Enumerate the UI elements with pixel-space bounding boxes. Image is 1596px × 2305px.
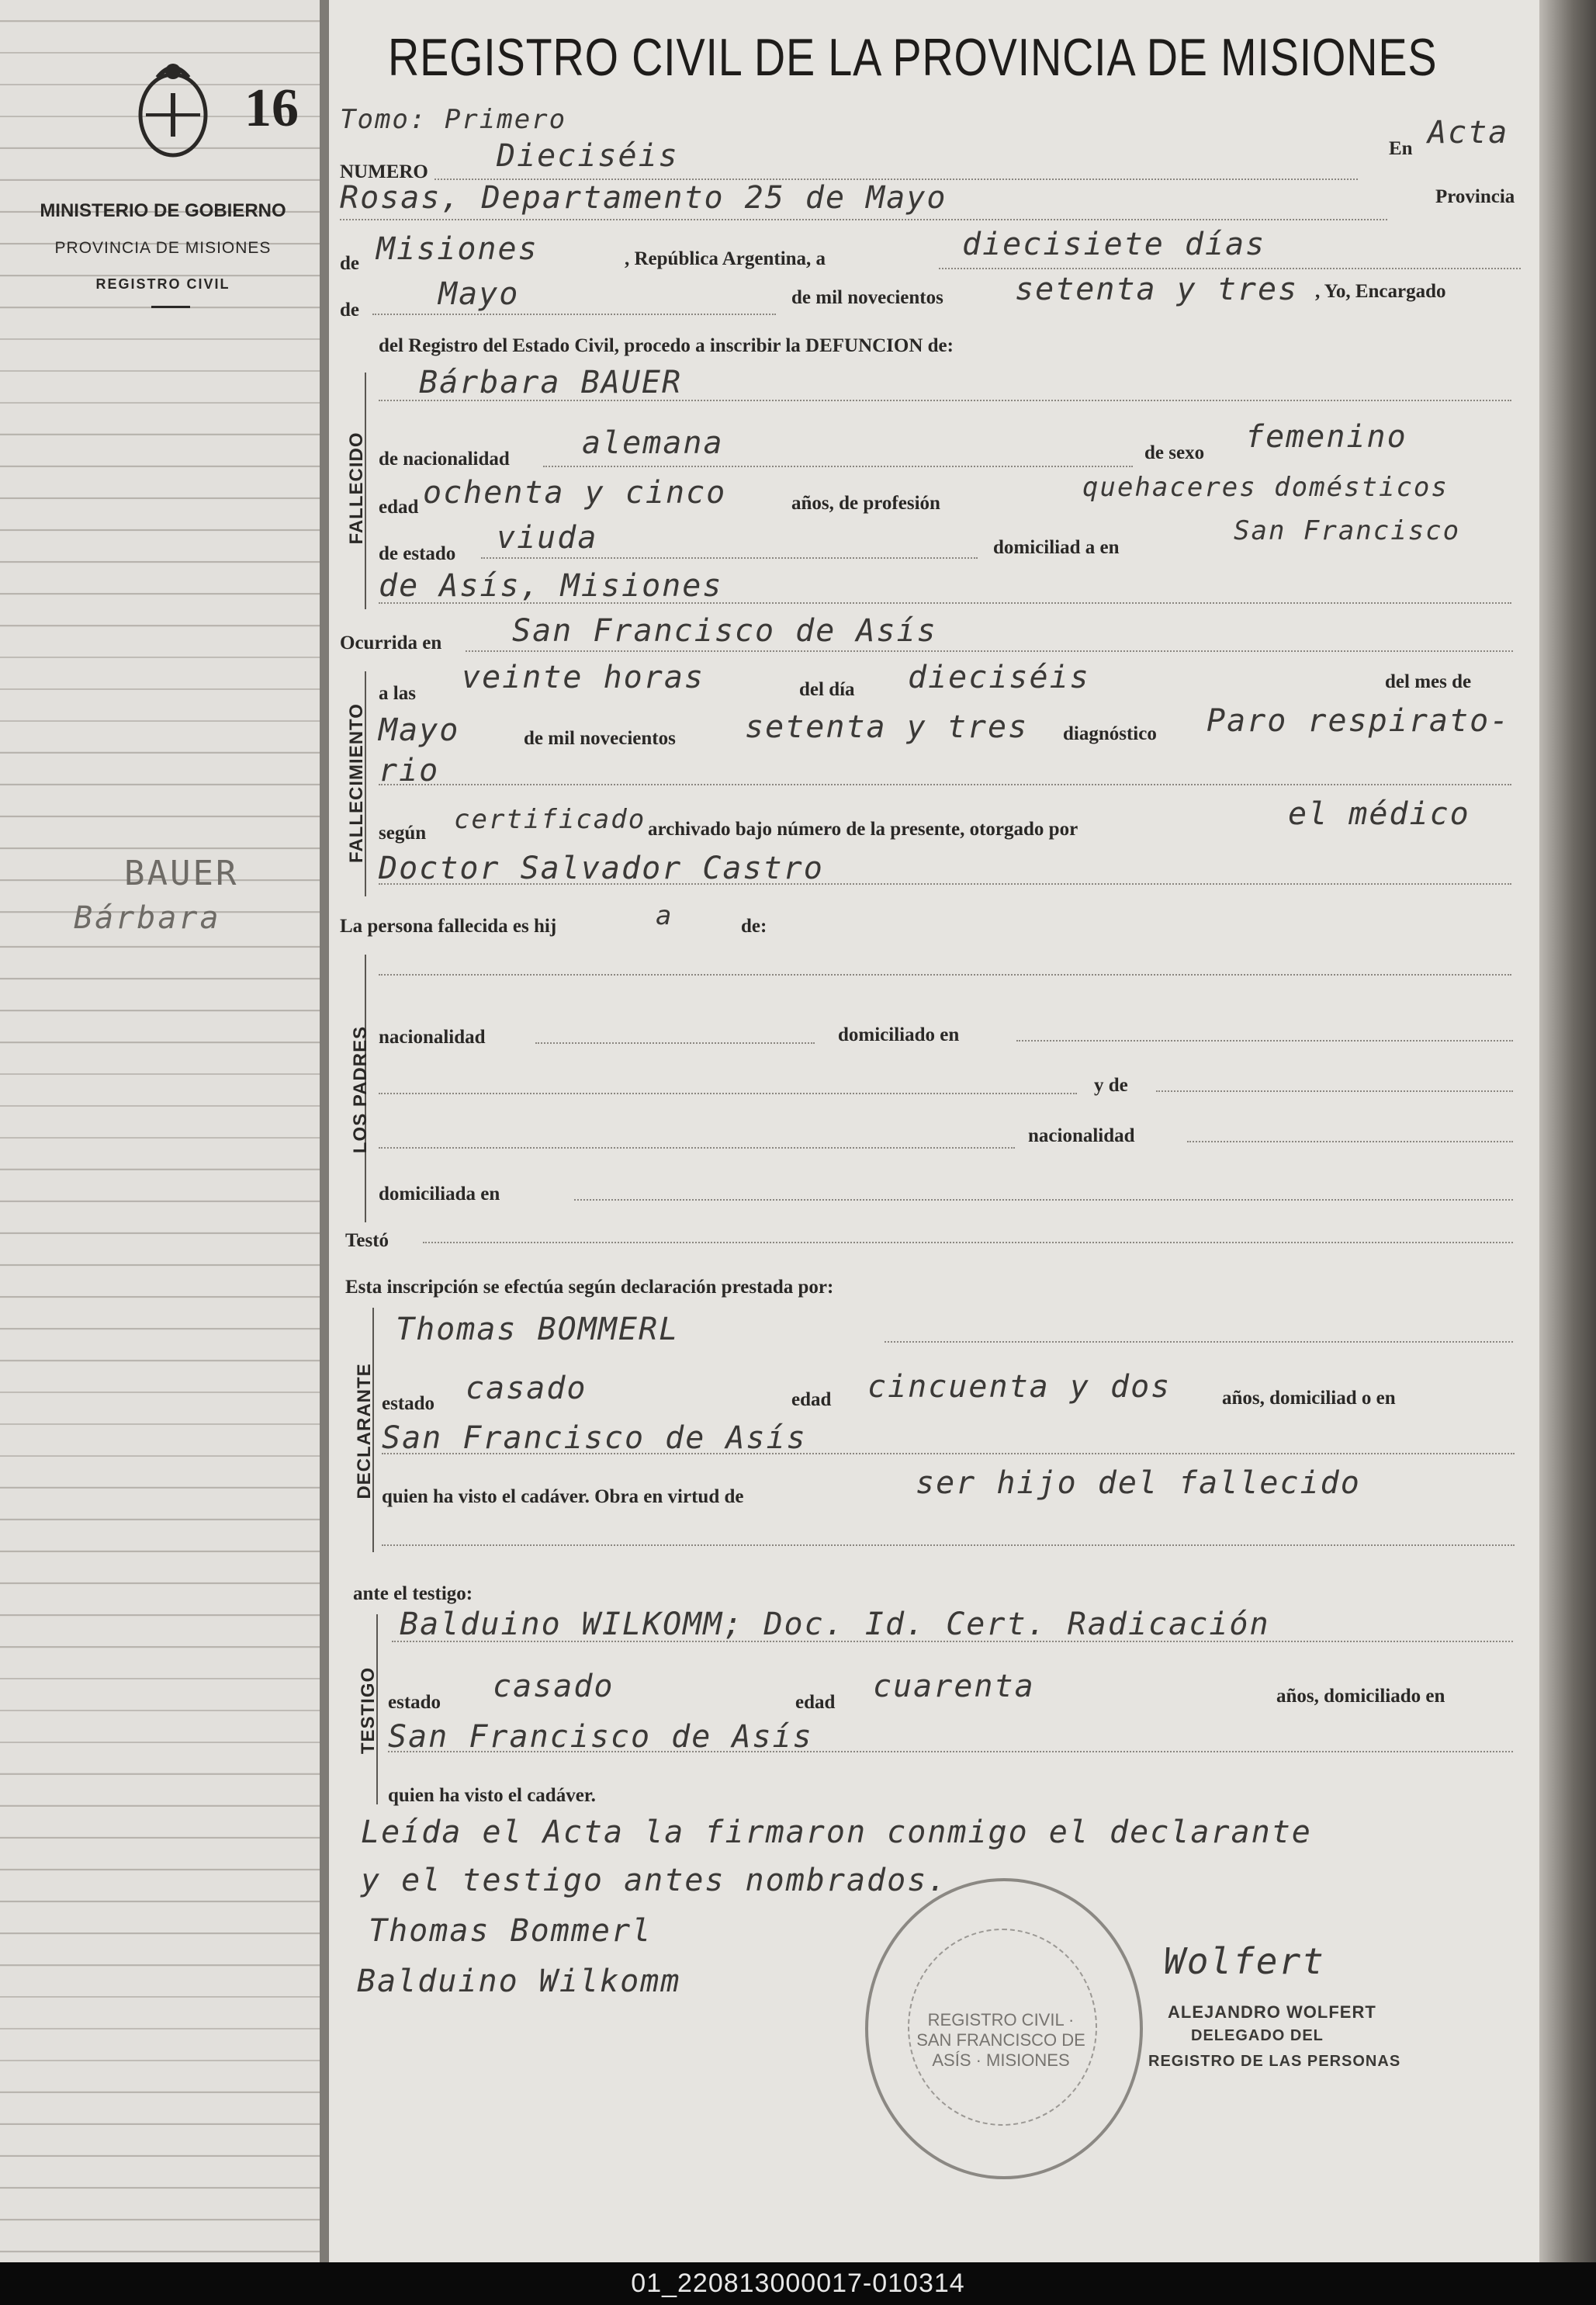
testigo-intro: ante el testigo:: [353, 1583, 473, 1604]
otorgado-value: el médico: [1288, 796, 1470, 832]
hora-value: veinte horas: [462, 660, 705, 695]
segun-label: según: [379, 823, 427, 844]
domicilio-label: domiciliad a en: [993, 537, 1120, 558]
encargado-stamp-line-3: REGISTRO DE LAS PERSONAS: [1148, 2053, 1401, 2070]
padre-nacionalidad-label: nacionalidad: [379, 1027, 486, 1048]
anio-value: setenta y tres: [1015, 272, 1299, 307]
declarante-section-label: DECLARANTE: [354, 1363, 375, 1499]
dia-label: del día: [799, 679, 855, 700]
testigo-quien-label: quien ha visto el cadáver.: [388, 1785, 596, 1806]
padre-domiciliado-label: domiciliado en: [838, 1024, 960, 1045]
dia-line: [939, 268, 1521, 269]
mes-value: Mayo: [438, 276, 520, 312]
declarante-edad-value: cincuenta y dos: [867, 1369, 1172, 1405]
hija-suffix: a: [656, 900, 673, 931]
declarante-domicilio-value: San Francisco de Asís: [382, 1420, 807, 1456]
estado-label: de estado: [379, 543, 456, 564]
coat-of-arms-icon: [130, 54, 216, 163]
domicilio-value-1: San Francisco: [1234, 515, 1461, 546]
nacionalidad-label: de nacionalidad: [379, 449, 510, 470]
provincia-de-label: de: [340, 253, 359, 274]
sexo-value: femenino: [1245, 419, 1407, 455]
ocurrida-value: San Francisco de Asís: [512, 613, 937, 649]
madre-line: [379, 1147, 1015, 1149]
segun-value: certificado: [454, 804, 646, 835]
en-value: Acta: [1428, 115, 1509, 151]
archivado-label: archivado bajo número de la presente, otorgado por: [648, 819, 1078, 840]
ocurrida-label: Ocurrida en: [340, 633, 442, 653]
madre-domicilio-line: [574, 1199, 1513, 1201]
madre-domiciliada-label: domiciliada en: [379, 1184, 500, 1204]
padre-domicilio-line: [1016, 1040, 1513, 1042]
diagnostico-label: diagnóstico: [1063, 723, 1157, 744]
book-edge: [1539, 0, 1596, 2262]
mes-label: del mes de: [1385, 671, 1472, 692]
medico-value: Doctor Salvador Castro: [379, 851, 824, 886]
anio-fallecimiento-label: de mil novecientos: [524, 728, 676, 749]
mes-de-label: de: [340, 300, 359, 321]
numero-value: Dieciséis: [497, 138, 679, 174]
declarante-intro: Esta inscripción se efectúa según declaración prestada por:: [345, 1277, 834, 1298]
margin-note-name: Bárbara: [74, 900, 221, 936]
diagnostico-line: [379, 784, 1511, 785]
tomo-value: Tomo: Primero: [340, 104, 567, 135]
signature-testigo: Balduino Wilkomm: [357, 1964, 681, 1999]
numero-label: NUMERO: [340, 161, 428, 182]
declarante-domicilio-line: [382, 1453, 1515, 1454]
mes-fallecimiento-value: Mayo: [379, 712, 460, 748]
diagnostico-value-1: Paro respirato-: [1207, 703, 1511, 739]
edad-value: ochenta y cinco: [423, 475, 727, 511]
declarante-edad-label: edad: [791, 1389, 832, 1410]
testigo-name: Balduino WILKOMM; Doc. Id. Cert. Radicación: [400, 1607, 1270, 1642]
registry-heading: REGISTRO CIVIL: [95, 276, 230, 292]
intro-text: del Registro del Estado Civil, procedo a inscribir la DEFUNCION de:: [379, 335, 954, 356]
testo-label: Testó: [345, 1230, 389, 1251]
declarante-name-line: [885, 1341, 1513, 1343]
testigo-section-label: TESTIGO: [358, 1666, 379, 1755]
fallecimiento-section-label: FALLECIMIENTO: [346, 703, 367, 863]
domicilio-value-2: de Asís, Misiones: [379, 568, 723, 604]
estado-value: viuda: [497, 520, 598, 556]
testigo-domicilio-line: [388, 1751, 1513, 1752]
domicilio-line: [379, 602, 1511, 604]
ocurrida-line: [466, 650, 1513, 652]
dia-value: diecisiete días: [962, 227, 1266, 262]
hora-label: a las: [379, 683, 416, 704]
testigo-estado-value: casado: [493, 1669, 615, 1704]
estado-line: [481, 557, 978, 559]
provincia-value: Misiones: [376, 231, 538, 267]
republica-label: , República Argentina, a: [625, 248, 826, 269]
madre-nacionalidad-label: nacionalidad: [1028, 1125, 1135, 1146]
mes-line: [372, 314, 776, 315]
hija-label: La persona fallecida es hij: [340, 916, 557, 937]
nacionalidad-value: alemana: [582, 425, 724, 461]
province-heading: PROVINCIA DE MISIONES: [54, 239, 272, 257]
testo-line: [423, 1242, 1513, 1243]
closing-line-2: y el testigo antes nombrados.: [361, 1863, 948, 1898]
testigo-estado-label: estado: [388, 1692, 441, 1713]
ministry-heading: MINISTERIO DE GOBIERNO: [40, 200, 286, 221]
testigo-name-line: [392, 1641, 1513, 1642]
official-seal-text: REGISTRO CIVIL · SAN FRANCISCO DE ASÍS · MISIONES: [916, 2010, 1085, 2070]
anio-label: de mil novecientos: [791, 287, 943, 308]
declarante-estado-label: estado: [382, 1393, 435, 1414]
yo-label: , Yo, Encargado: [1315, 281, 1446, 302]
declarante-quien-label: quien ha visto el cadáver. Obra en virtud de: [382, 1486, 744, 1507]
medico-line: [379, 883, 1511, 885]
margin-note-surname: BAUER: [124, 854, 239, 893]
encargado-stamp-line-1: ALEJANDRO WOLFERT: [1168, 2002, 1376, 2022]
closing-line-1: Leída el Acta la firmaron conmigo el declarante: [361, 1815, 1312, 1850]
sexo-label: de sexo: [1144, 442, 1205, 463]
header-rule: [151, 306, 190, 308]
lugar-line: [340, 219, 1387, 220]
page-title: REGISTRO CIVIL DE LA PROVINCIA DE MISIONES: [388, 28, 1438, 87]
madre-name-line-2: [1156, 1090, 1513, 1092]
signature-encargado: Wolfert: [1164, 1940, 1325, 1982]
page-divider: [320, 0, 329, 2262]
madre-name-line: [379, 1093, 1077, 1094]
declarante-end-line: [382, 1544, 1515, 1546]
fallecido-section-label: FALLECIDO: [346, 432, 367, 545]
madre-nacionalidad-line: [1187, 1141, 1513, 1142]
declarante-domicilio-label: años, domiciliad o en: [1222, 1388, 1396, 1409]
padres-de-label: de:: [741, 916, 767, 937]
testigo-domicilio-label: años, domiciliado en: [1276, 1686, 1445, 1707]
testigo-edad-value: cuarenta: [873, 1669, 1035, 1704]
profesion-label: años, de profesión: [791, 493, 940, 514]
declarante-estado-value: casado: [466, 1371, 587, 1406]
image-caption: 01_220813000017-010314: [631, 2269, 965, 2298]
dia-fallecimiento-value: dieciséis: [908, 660, 1090, 695]
ruled-margin-strip: [0, 0, 326, 2262]
declarante-name: Thomas BOMMERL: [396, 1312, 680, 1347]
declarante-virtud-value: ser hijo del fallecido: [916, 1465, 1361, 1501]
lugar-value: Rosas, Departamento 25 de Mayo: [340, 180, 947, 216]
nacionalidad-line: [543, 466, 1133, 467]
profesion-value: quehaceres domésticos: [1082, 472, 1449, 503]
signature-declarante: Thomas Bommerl: [369, 1913, 653, 1949]
folio-number: 16: [244, 78, 299, 138]
encargado-stamp-line-2: DELEGADO DEL: [1191, 2027, 1324, 2044]
diagnostico-value-2: rio: [379, 753, 440, 789]
y-de-label: y de: [1094, 1075, 1128, 1096]
padre-name-line: [379, 974, 1511, 976]
fallecido-name: Bárbara BAUER: [419, 365, 683, 400]
testigo-edad-label: edad: [795, 1692, 836, 1713]
padres-section-label: LOS PADRES: [350, 1025, 371, 1154]
edad-label: edad: [379, 497, 419, 518]
padre-nacionalidad-line: [535, 1042, 815, 1044]
anio-fallecimiento-value: setenta y tres: [745, 709, 1029, 745]
testigo-domicilio-value: San Francisco de Asís: [388, 1719, 813, 1755]
name-line: [379, 400, 1511, 401]
en-label: En: [1389, 138, 1413, 159]
provincia-label: Provincia: [1435, 186, 1515, 207]
